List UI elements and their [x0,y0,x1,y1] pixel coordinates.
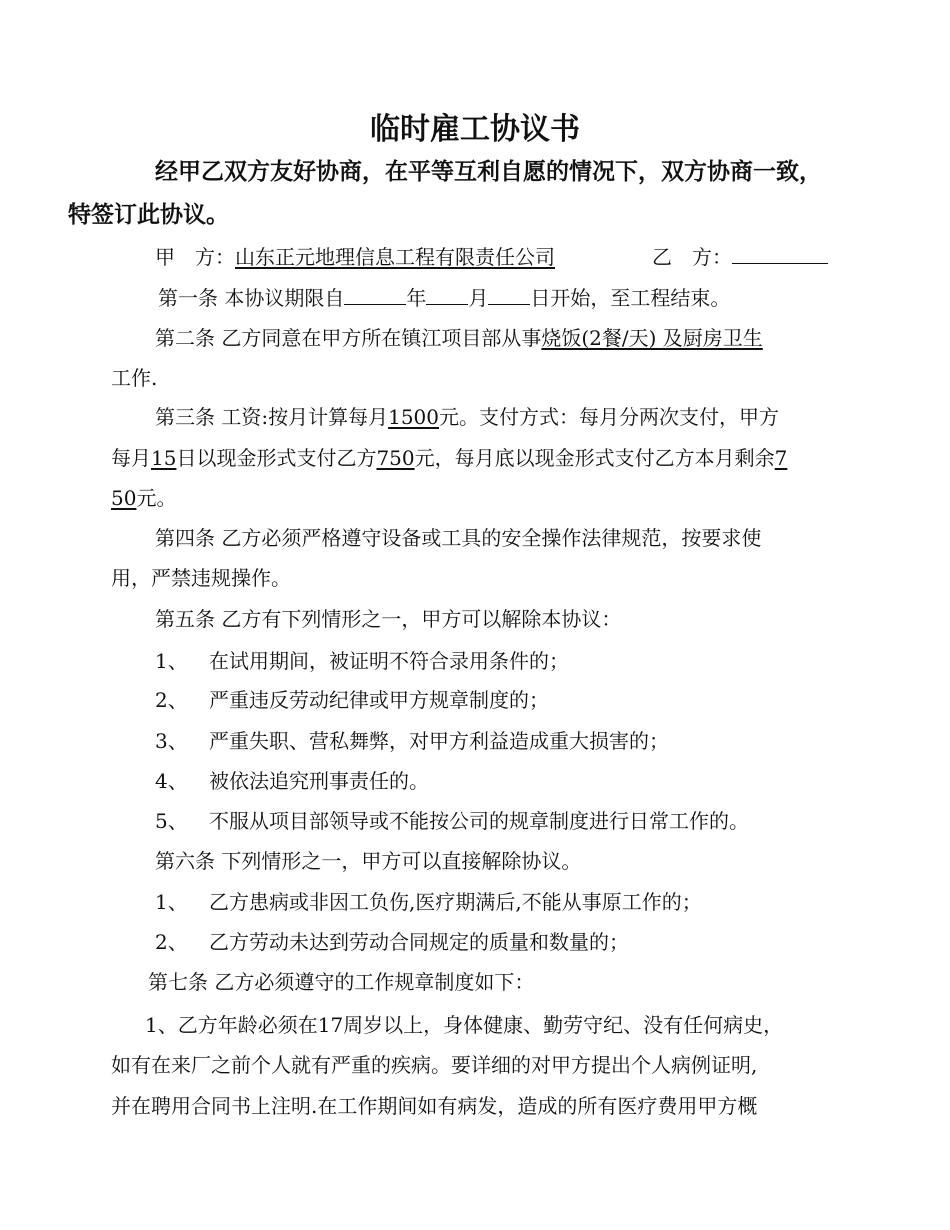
article-5-item [155,729,669,753]
article-5-item [155,769,429,793]
article-3-l3-post: 元。 [136,486,177,510]
day-blank [488,286,530,305]
remaining-amount-part-2: 50 [111,486,137,510]
month-label: 月 [468,286,489,310]
article-1-suffix: 日开始，至工程结束。 [530,286,731,310]
monthly-wage: 1500 [388,405,440,429]
item-text: 在试用期间，被证明不符合录用条件的； [209,649,569,673]
article-5-item [155,649,569,673]
article-1-prefix: 第一条 本协议期限自 [158,286,345,310]
article-3-line-1-rest: 元。支付方式：每月分两次支付，甲方 [439,405,780,429]
article-3-line-3 [111,486,176,510]
item-number: 5、 [155,809,188,833]
party-a-name: 山东正元地理信息工程有限责任公司 [235,245,555,269]
article-6-item [155,930,629,954]
article-2-prefix: 第二条 乙方同意在甲方所在镇江项目部从事 [155,326,542,350]
article-4-line-1: 第四条 乙方必须严格遵守设备或工具的安全操作法律规范，按要求使 [155,526,762,550]
item-number: 1、 [155,890,188,914]
item-text: 被依法追究刑事责任的。 [209,769,429,793]
article-7-line-3: 并在聘用合同书上注明.在工作期间如有病发，造成的所有医疗费用甲方概 [111,1094,758,1118]
article-5-item [155,688,549,712]
article-2-job: 烧饭(2餐/天) 及厨房卫生 [541,326,763,350]
party-a [155,245,555,269]
item-text: 严重违反劳动纪律或甲方规章制度的； [209,688,549,712]
article-7-heading: 第七条 乙方必须遵守的工作规章制度如下： [148,970,535,994]
item-number: 2、 [155,930,188,954]
article-6-heading: 第六条 下列情形之一，甲方可以直接解除协议。 [155,849,582,873]
item-text: 不服从项目部领导或不能按公司的规章制度进行日常工作的。 [209,809,749,833]
article-1 [158,286,730,310]
article-3-prefix: 第三条 工资:按月计算每月 [155,405,389,429]
article-7-line-1: 1、乙方年龄必须在17周岁以上，身体健康、勤劳守纪、没有任何病史， [145,1013,784,1037]
article-2-line-1 [155,326,763,350]
article-7-line-2: 如有在来厂之前个人就有严重的疾病。要详细的对甲方提出个人病例证明, [111,1053,758,1077]
item-text: 乙方患病或非因工负伤,医疗期满后,不能从事原工作的； [209,890,702,914]
article-3-line-1 [155,405,779,429]
payment-day: 15 [151,446,177,470]
item-number: 2、 [155,688,188,712]
item-number: 1、 [155,649,188,673]
item-number: 3、 [155,729,188,753]
article-4-line-2: 用，严禁违规操作。 [111,566,291,590]
article-5-heading: 第五条 乙方有下列情形之一，甲方可以解除本协议： [155,607,622,631]
item-text: 严重失职、营私舞弊，对甲方利益造成重大损害的； [209,729,669,753]
item-number: 4、 [155,769,188,793]
article-3-l2-post: 元，每月底以现金形式支付乙方本月剩余 [414,446,775,470]
party-b [652,245,828,269]
article-6-item [155,890,702,914]
article-2-line-2: 工作. [111,366,158,390]
article-3-l2-mid: 日以现金形式支付乙方 [176,446,377,470]
party-a-label: 甲 方： [155,245,235,269]
article-3-line-2 [111,446,787,470]
remaining-amount-part-1: 7 [774,446,788,470]
month-blank [426,286,468,305]
first-payment: 750 [376,446,415,470]
article-3-l2-prefix: 每月 [111,446,151,470]
year-blank [344,286,406,305]
party-b-label: 乙 方： [652,245,732,269]
party-b-blank [732,245,828,264]
intro-line-2: 特签订此协议。 [68,202,229,228]
document-title: 临时雇工协议书 [370,112,580,147]
year-label: 年 [406,286,427,310]
item-text: 乙方劳动未达到劳动合同规定的质量和数量的； [209,930,629,954]
intro-line-1: 经甲乙双方友好协商，在平等互利自愿的情况下，双方协商一致， [155,159,822,185]
article-5-item [155,809,749,833]
